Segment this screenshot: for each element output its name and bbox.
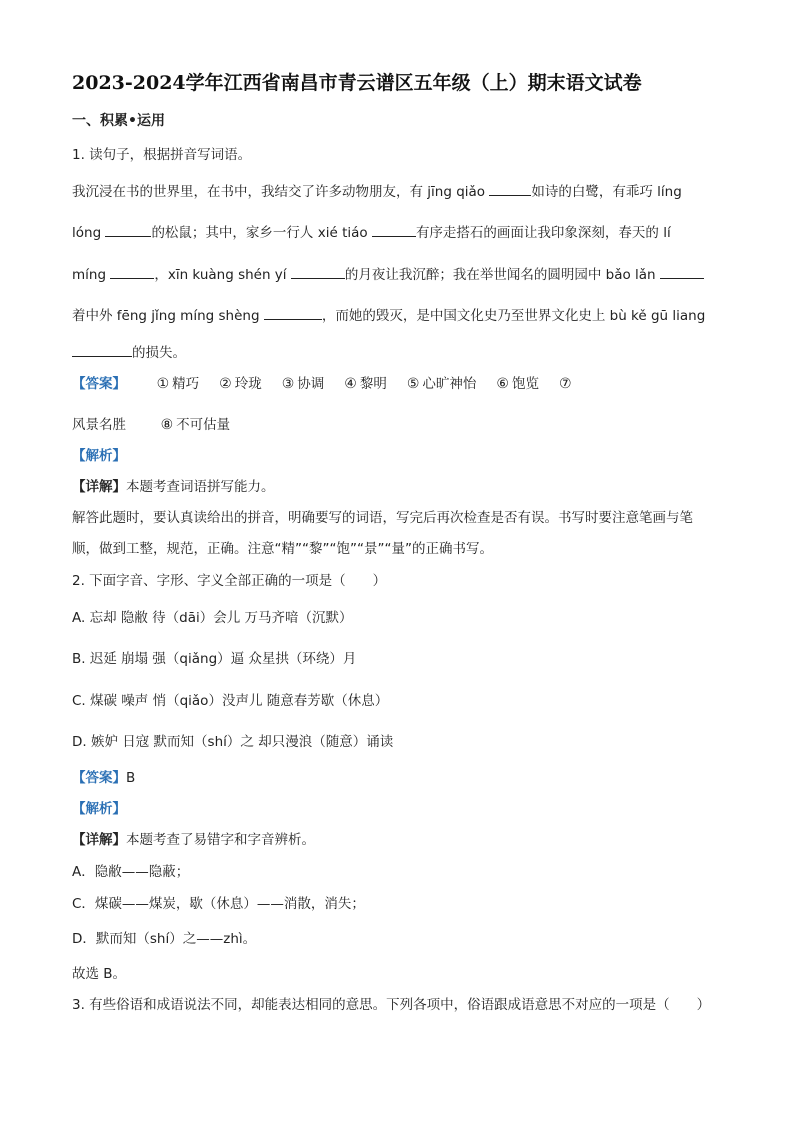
q1-line-4 [72, 304, 705, 324]
answer-number: ⑤ [406, 376, 420, 392]
q2-option-b: B. 迟延 崩塌 强（qiǎng）逼 众星拱（环绕）月 [72, 651, 357, 667]
answer-item [344, 372, 387, 392]
q2-explain-c: C．煤碳——煤炭，歇（休息）——消散，消失； [72, 896, 365, 912]
answer-text: 不可估量 [176, 417, 231, 433]
page-title: 2023-2024学年江西省南昌市青云谱区五年级（上）期末语文试卷 [72, 72, 642, 94]
detail-tag: 【详解】 [72, 479, 126, 495]
answer-text: 玲珑 [234, 376, 262, 392]
q2-option-c: C. 煤碳 噪声 悄（qiǎo）没声儿 随意春芳歇（休息） [72, 693, 389, 709]
answer-blank [489, 183, 531, 196]
q1-text: 的损失。 [132, 345, 186, 361]
detail-text: 本题考查了易错字和字音辨析。 [126, 832, 315, 848]
q1-text: 着中外 fēng jǐng míng shèng [72, 308, 264, 324]
q1-text: 的松鼠；其中，家乡一行人 xié tiáo [151, 225, 372, 241]
answer-tag: 【答案】 [72, 770, 126, 786]
answer-list [157, 376, 595, 392]
answer-text: 风景名胜 [72, 417, 126, 433]
answer-blank [660, 266, 704, 279]
q1-explain-2: 顺，做到工整，规范，正确。注意“精”“黎”“饱”“景”“量”的正确书写。 [72, 541, 493, 557]
q1-answer-row-2 [72, 413, 230, 433]
q1-line-1 [72, 180, 682, 200]
answer-blank [72, 344, 132, 357]
answer-blank [105, 224, 151, 237]
answer-blank [110, 266, 154, 279]
answer-number: ⑧ [160, 417, 174, 433]
answer-blank [291, 266, 345, 279]
q2-answer-row [72, 766, 135, 786]
answer-item [407, 372, 477, 392]
answer-item [282, 372, 325, 392]
analysis-tag: 【解析】 [72, 801, 126, 817]
answer-text: 饱览 [511, 376, 539, 392]
answer-blank [264, 307, 322, 320]
q1-text: 如诗的白鹭，有乖巧 líng [531, 184, 682, 200]
q1-explain-1: 解答此题时，要认真读给出的拼音，明确要写的词语，写完后再次检查是否有误。书写时要注意笔画与笔 [72, 510, 693, 526]
q1-text: 我沉浸在书的世界里，在书中，我结交了许多动物朋友，有 jīng qiǎo [72, 184, 490, 200]
answer-item [496, 372, 539, 392]
answer-item [559, 376, 575, 392]
q1-line-5 [72, 341, 186, 361]
answer-text: 黎明 [359, 376, 387, 392]
detail-tag: 【详解】 [72, 832, 126, 848]
answer-text: 协调 [297, 376, 325, 392]
answer-item [157, 372, 200, 392]
answer-number: ① [156, 376, 170, 392]
answer-text: 精巧 [172, 376, 200, 392]
answer-tag: 【答案】 [72, 376, 126, 392]
analysis-tag: 【解析】 [72, 448, 126, 464]
q1-answer-row [72, 372, 595, 392]
q1-text: ，xīn kuàng shén yí [154, 267, 291, 283]
q2-option-a: A. 忘却 隐敝 待（dāi）会儿 万马齐喑（沉默） [72, 610, 353, 626]
q1-text: lóng [72, 225, 106, 241]
q1-text: 有序走搭石的画面让我印象深刻，春天的 lí [415, 225, 671, 241]
answer-number: ⑦ [558, 376, 572, 392]
answer-blank [372, 224, 416, 237]
answer-number: ④ [344, 376, 357, 392]
q2-explain-a: A．隐敝——隐蔽； [72, 864, 190, 880]
q1-line-2 [72, 221, 671, 241]
q1-detail [72, 475, 275, 495]
q2-detail [72, 828, 315, 848]
q1-text: míng [72, 267, 111, 283]
answer-number: ③ [281, 376, 295, 392]
detail-text: 本题考查词语拼写能力。 [126, 479, 275, 495]
q1-text: ，而她的毁灭，是中国文化史乃至世界文化史上 bù kě gū liang [321, 308, 706, 324]
answer-text: B [126, 770, 136, 786]
answer-item [219, 372, 262, 392]
answer-number: ⑥ [496, 376, 509, 392]
q1-line-3 [72, 263, 704, 283]
q2-stem: 2. 下面字音、字形、字义全部正确的一项是（ ） [72, 573, 387, 589]
q2-option-d: D. 嫉妒 日寇 默而知（shí）之 却只漫浪（随意）诵读 [72, 734, 394, 750]
q2-explain-d: D．默而知（shí）之——zhì。 [72, 931, 257, 947]
q3-stem: 3. 有些俗语和成语说法不同，却能表达相同的意思。下列各项中，俗语跟成语意思不对应的一项是（ ） [72, 997, 711, 1013]
q1-text: 的月夜让我沉醉；我在举世闻名的圆明园中 bǎo lǎn [344, 267, 660, 283]
q1-stem: 1. 读句子，根据拼音写词语。 [72, 147, 252, 163]
section-heading: 一、积累•运用 [72, 113, 165, 129]
q2-conclusion: 故选 B。 [72, 966, 127, 982]
answer-text: 心旷神怡 [422, 376, 477, 392]
answer-number: ② [219, 376, 232, 392]
